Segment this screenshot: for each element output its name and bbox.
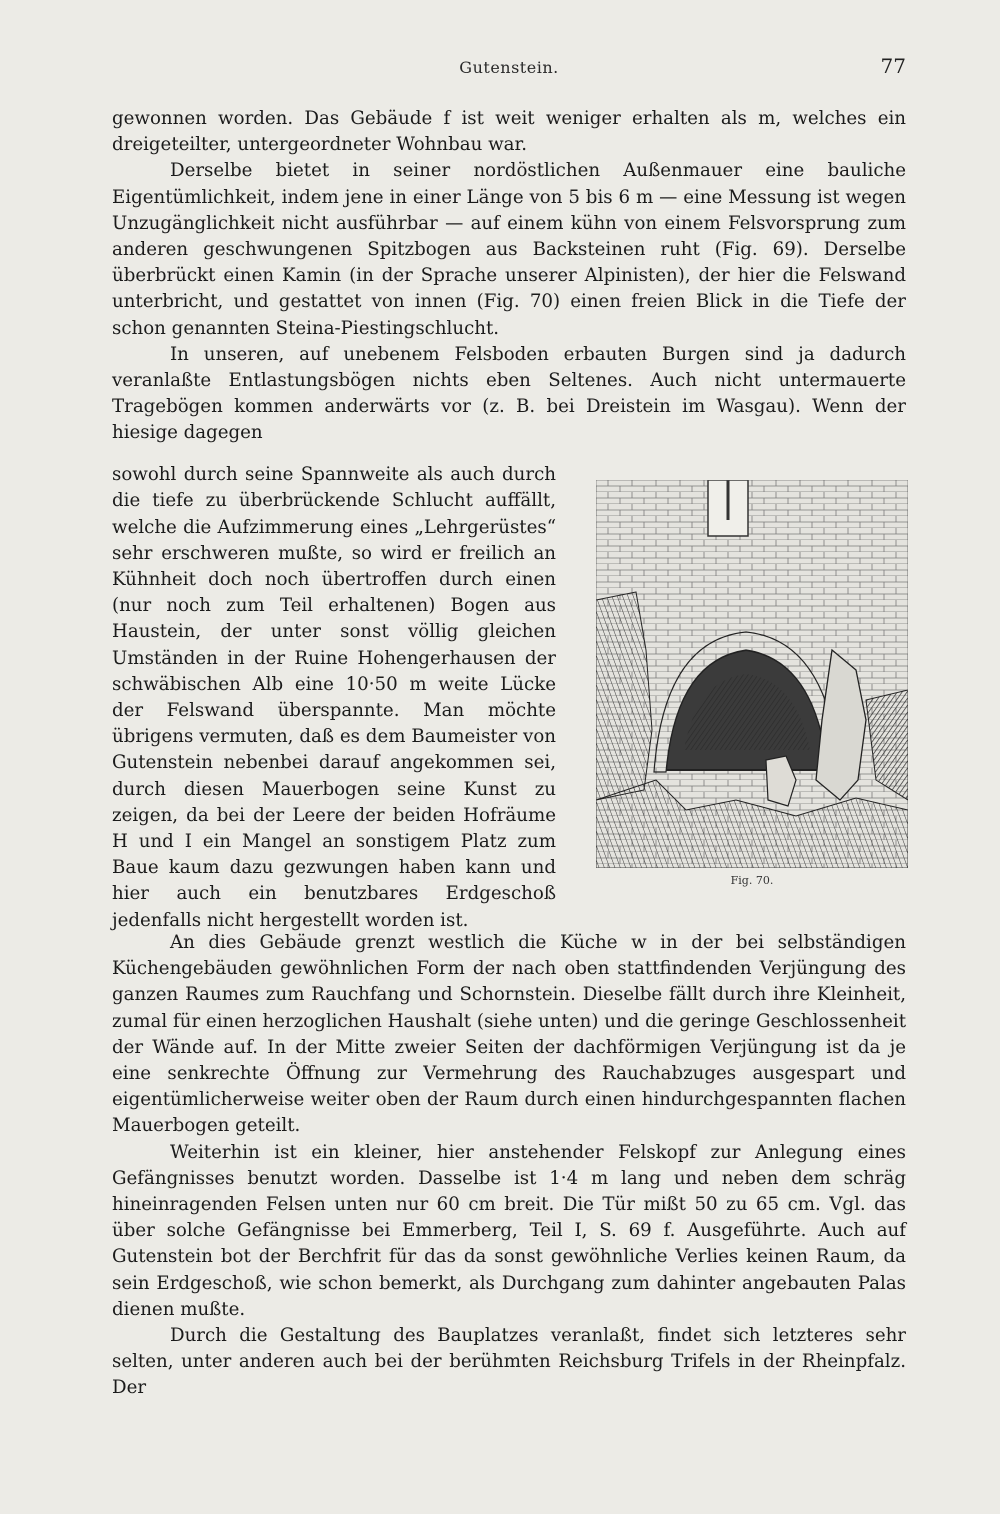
paragraph: Derselbe bietet in seiner nordöstlichen Außenmauer eine bauliche Eigentümlichkeit, indem jene in einer Länge von 5 bis 6 m — eine Messung ist wegen Unzugänglichkeit nicht ausführbar — auf einem kühn von einem Felsvorsprung zum anderen geschwungenen Spitzbogen aus Backsteinen ruht (Fig. 69). Derselbe überbrückt einen Kamin (in der Sprache unserer Alpinisten), der hier die Felswand unterbricht, und gestattet von innen (Fig. 70) einen freien Blick in die Tiefe der schon genannten Steina-Piestingschlucht. xyxy=(112,160,906,339)
text-block-bottom xyxy=(112,930,906,1402)
paragraph: An dies Gebäude grenzt westlich die Küche w in der bei selbständigen Küchengebäuden gewöhnlichen Form der nach oben stattfindenden Verjüngung des ganzen Raumes zum Rauchfang und Schornstein. Dieselbe fällt durch ihre Kleinheit, zumal für einen herzoglichen Haushalt (siehe unten) und die geringe Geschlossenheit der Wände auf. In der Mitte zweier Seiten der dachförmigen Verjüngung ist da je eine senkrechte Öffnung zur Vermehrung des Rauchabzuges ausgespart und eigentümlicherweise weiter oben der Raum durch einen hindurchgespannten flachen Mauerbogen geteilt. xyxy=(112,932,906,1137)
paragraph: gewonnen worden. Das Gebäude f ist weit weniger erhalten als m, welches ein dreigeteilter, untergeordneter Wohnbau war. xyxy=(112,108,906,156)
figure-70 xyxy=(596,480,908,900)
paragraph: sowohl durch seine Spannweite als auch durch die tiefe zu überbrückende Schlucht auffällt, welche die Aufzimmerung eines „Lehrgerüstes“ sehr erschweren mußte, so wird er freilich an Kühnheit doch noch übertroffen durch einen (nur noch zum Teil erhaltenen) Bogen aus Haustein, der unter sonst völlig gleichen Umständen in der Ruine Hohengerhausen der schwäbischen Alb eine 10·50 m weite Lücke der Felswand überspannte. Man möchte übrigens vermuten, daß es dem Baumeister von Gutenstein nebenbei darauf angekommen sei, durch diesen Mauerbogen seine Kunst zu zeigen, da bei der Leere der beiden Hofräume H und I ein Mangel an sonstigem Platz zum Baue kaum dazu gezwungen haben kann und hier auch ein benutzbares Erdgeschoß jedenfalls nicht hergestellt worden ist. xyxy=(112,464,556,931)
running-title: Gutenstein. xyxy=(459,58,559,77)
paragraph: Durch die Gestaltung des Bauplatzes veranlaßt, findet sich letzteres sehr selten, unter anderen auch bei der berühmten Reichsburg Trifels in der Rheinpfalz. Der xyxy=(112,1325,906,1399)
paragraph: Weiterhin ist ein kleiner, hier anstehender Felskopf zur Anlegung eines Gefängnisses benutzt worden. Dasselbe ist 1·4 m lang und neben dem schräg hineinragenden Felsen unten nur 60 cm breit. Die Tür mißt 50 zu 65 cm. Vgl. das über solche Gefängnisse bei Emmerberg, Teil I, S. 69 f. Ausgeführte. Auch auf Gutenstein bot der Berchfrit für das da sonst gewöhnliche Verlies keinen Raum, da sein Erdgeschoß, wie schon bemerkt, als Durchgang zum dahinter angebauten Palas dienen mußte. xyxy=(112,1141,906,1320)
arch-illustration xyxy=(596,480,908,868)
paragraph: In unseren, auf unebenem Felsboden erbauten Burgen sind ja dadurch veranlaßte Entlastungsbögen nichts eben Seltenes. Auch nicht untermauerte Tragebögen kommen anderwärts vor (z. B. bei Dreistein im Wasgau). Wenn der hiesige dagegen xyxy=(112,343,906,444)
page-header xyxy=(112,54,906,88)
text-block-top xyxy=(112,106,906,447)
figure-caption: Fig. 70. xyxy=(730,874,774,887)
text-block-beside-figure xyxy=(112,444,556,952)
page-number: 77 xyxy=(880,54,906,78)
